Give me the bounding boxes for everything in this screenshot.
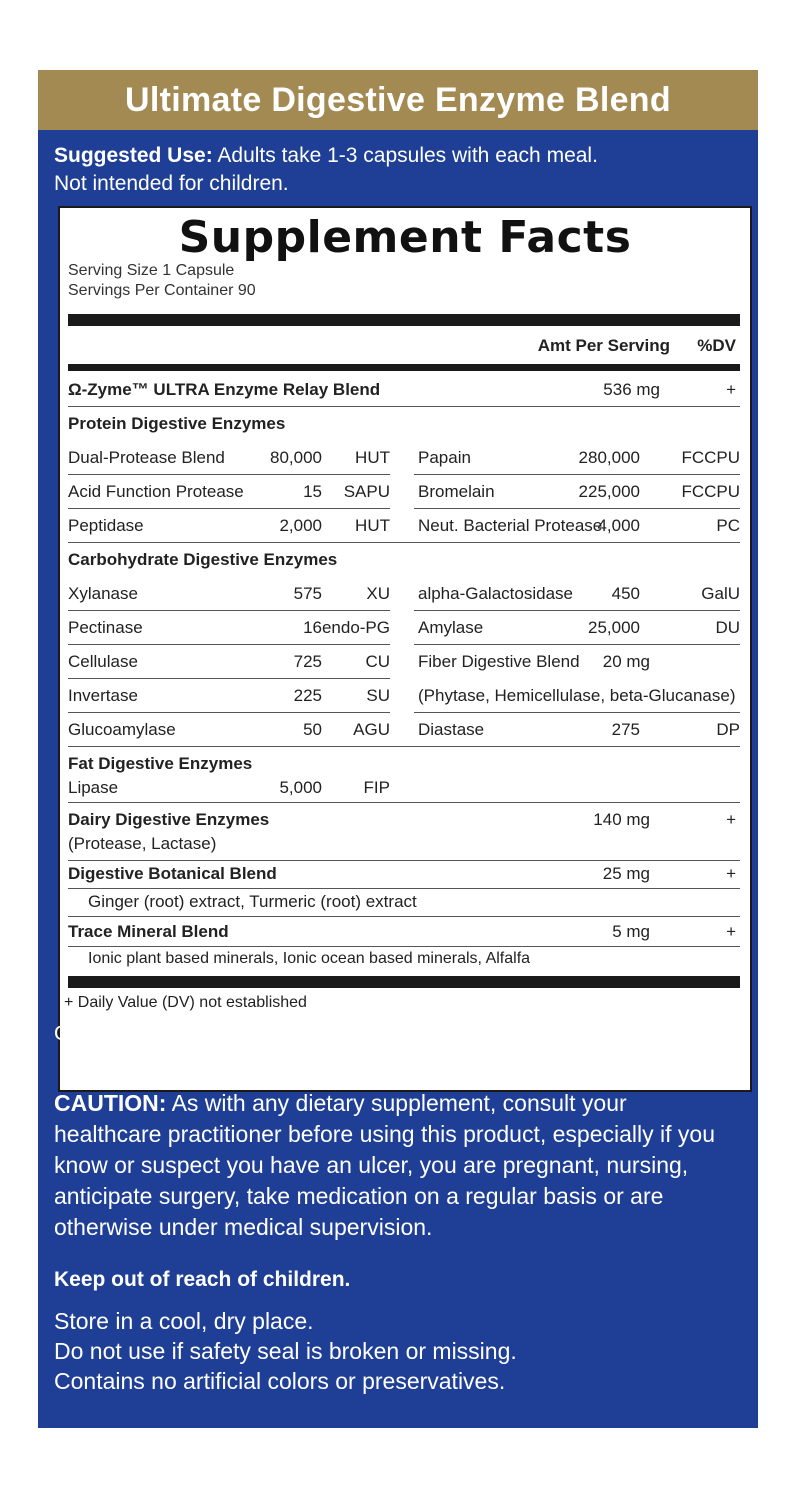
carb-left-unit: CU (365, 652, 390, 671)
dairy-dv: + (726, 810, 736, 829)
divider (68, 610, 390, 611)
servings-per-container: Servings Per Container 90 (68, 282, 256, 299)
protein-left-unit: HUT (355, 448, 390, 467)
carb-right-name: Amylase (418, 618, 484, 637)
protein-left-amount: 80,000 (270, 448, 322, 467)
carb-left-unit: SU (366, 686, 390, 705)
relay-blend-amount: 536 mg (603, 380, 660, 399)
protein-right-name: Neut. Bacterial Protease (418, 516, 603, 535)
protein-left-name: Acid Function Protease (68, 482, 244, 501)
protein-right-unit: PC (716, 516, 740, 535)
divider (68, 746, 740, 747)
divider (68, 802, 740, 803)
dairy-name: Dairy Digestive Enzymes (68, 810, 270, 829)
suggested-use (54, 142, 744, 198)
dv-footnote: + Daily Value (DV) not established (64, 994, 307, 1011)
botanical-amount: 25 mg (602, 864, 650, 883)
protein-right-unit: FCCPU (681, 482, 740, 501)
protein-right-name: Bromelain (418, 482, 495, 501)
divider (68, 916, 740, 917)
carb-left-amount: 225 (293, 686, 322, 705)
other-ingredients: Other ingredients: Vegetable cellulose (capsule), organic rice (hull). (54, 1022, 679, 1045)
storage-line: Store in a cool, dry place. (54, 1308, 314, 1334)
protein-right-name: Papain (418, 448, 471, 467)
storage-line: Do not use if safety seal is broken or missing. (54, 1338, 517, 1364)
protein-right-amount: 4,000 (597, 516, 640, 535)
fat-header: Fat Digestive Enzymes (68, 754, 253, 773)
divider (68, 888, 740, 889)
carb-right-amount: 20 mg (602, 652, 650, 671)
thick-divider (68, 314, 740, 326)
carb-right-amount: 450 (611, 584, 640, 603)
carb-left-unit: endo-PG (321, 618, 390, 637)
storage-notes (54, 1306, 734, 1396)
carb-right-unit: GalU (701, 584, 740, 603)
carb-right-amount: 25,000 (588, 618, 640, 637)
suggested-use-line2: Not intended for children. (54, 172, 289, 195)
mineral-name: Trace Mineral Blend (68, 922, 229, 941)
carb-left-unit: XU (366, 584, 390, 603)
divider (68, 860, 740, 861)
carb-header: Carbohydrate Digestive Enzymes (68, 550, 338, 569)
relay-blend-name: Ω-Zyme™ ULTRA Enzyme Relay Blend (68, 380, 381, 399)
carb-right-unit: DU (715, 618, 740, 637)
protein-left-unit: SAPU (343, 482, 390, 501)
medium-divider (68, 364, 740, 371)
bottom-thick-divider (68, 976, 740, 988)
botanical-dv: + (726, 864, 736, 883)
protein-left-amount: 15 (303, 482, 322, 501)
botanical-name: Digestive Botanical Blend (68, 864, 277, 883)
suggested-use-label: Suggested Use: (54, 144, 213, 167)
protein-right-amount: 225,000 (578, 482, 640, 501)
dairy-amount: 140 mg (593, 810, 650, 829)
storage-line: Contains no artificial colors or preservatives. (54, 1368, 506, 1394)
keep-out-of-reach: Keep out of reach of children. (54, 1268, 351, 1291)
protein-header: Protein Digestive Enzymes (68, 414, 286, 433)
dairy-sub: (Protease, Lactase) (68, 834, 217, 853)
caution-body: As with any dietary supplement, consult your healthcare practitioner before using this product, especially if you know or suspect you have an ulcer, you are pregnant, nursing, anticipate surgery, take medication on a regular basis or are otherwise under medical supervision. (54, 1090, 715, 1240)
caution-text (54, 1088, 734, 1243)
lipase-name: Lipase (68, 778, 119, 797)
product-banner: Ultimate Digestive Enzyme Blend (38, 70, 758, 130)
carb-left-name: Xylanase (68, 584, 138, 603)
amount-column-header: Amt Per Serving (537, 336, 670, 355)
carb-left-amount: 575 (293, 584, 322, 603)
lipase-amount: 5,000 (279, 778, 322, 797)
carb-right-name: Fiber Digestive Blend (418, 652, 580, 671)
suggested-use-text: Adults take 1-3 capsules with each meal. (217, 144, 598, 167)
protein-right-unit: FCCPU (681, 448, 740, 467)
relay-blend-dv: + (726, 380, 736, 399)
carb-left-name: Glucoamylase (68, 720, 176, 739)
divider (68, 946, 740, 947)
caution-label: CAUTION: (54, 1090, 167, 1116)
facts-title: Supplement Facts (178, 212, 632, 263)
serving-size: Serving Size 1 Capsule (68, 262, 235, 279)
divider (414, 712, 740, 713)
divider (68, 542, 740, 543)
carb-left-amount: 725 (293, 652, 322, 671)
divider (414, 508, 740, 509)
carb-left-amount: 50 (303, 720, 322, 739)
divider (414, 610, 740, 611)
botanical-sub: Ginger (root) extract, Turmeric (root) extract (88, 892, 417, 911)
mineral-dv: + (726, 922, 736, 941)
carb-left-name: Invertase (68, 686, 138, 705)
carb-right-name: (Phytase, Hemicellulase, beta-Glucanase) (418, 686, 736, 705)
carb-left-amount: 16 (303, 618, 322, 637)
divider (414, 474, 740, 475)
lipase-unit: FIP (363, 778, 390, 797)
divider (68, 678, 390, 679)
carb-right-amount: 275 (611, 720, 640, 739)
divider (68, 644, 390, 645)
mineral-sub: Ionic plant based minerals, Ionic ocean based minerals, Alfalfa (88, 950, 531, 967)
protein-left-name: Peptidase (68, 516, 144, 535)
divider (68, 508, 390, 509)
divider (414, 644, 740, 645)
dv-column-header: %DV (697, 336, 736, 355)
carb-left-unit: AGU (353, 720, 390, 739)
carb-right-unit: DP (716, 720, 740, 739)
carb-right-name: Diastase (418, 720, 485, 739)
label-panel (38, 70, 758, 1428)
protein-left-unit: HUT (355, 516, 390, 535)
supplement-facts-box (58, 206, 752, 1092)
carb-left-name: Pectinase (68, 618, 143, 637)
divider (68, 406, 740, 407)
protein-left-name: Dual-Protease Blend (68, 448, 225, 467)
carb-left-name: Cellulase (68, 652, 138, 671)
divider (68, 474, 390, 475)
protein-right-amount: 280,000 (578, 448, 640, 467)
mineral-amount: 5 mg (612, 922, 650, 941)
protein-left-amount: 2,000 (279, 516, 322, 535)
divider (68, 712, 390, 713)
carb-right-name: alpha-Galactosidase (418, 584, 573, 603)
